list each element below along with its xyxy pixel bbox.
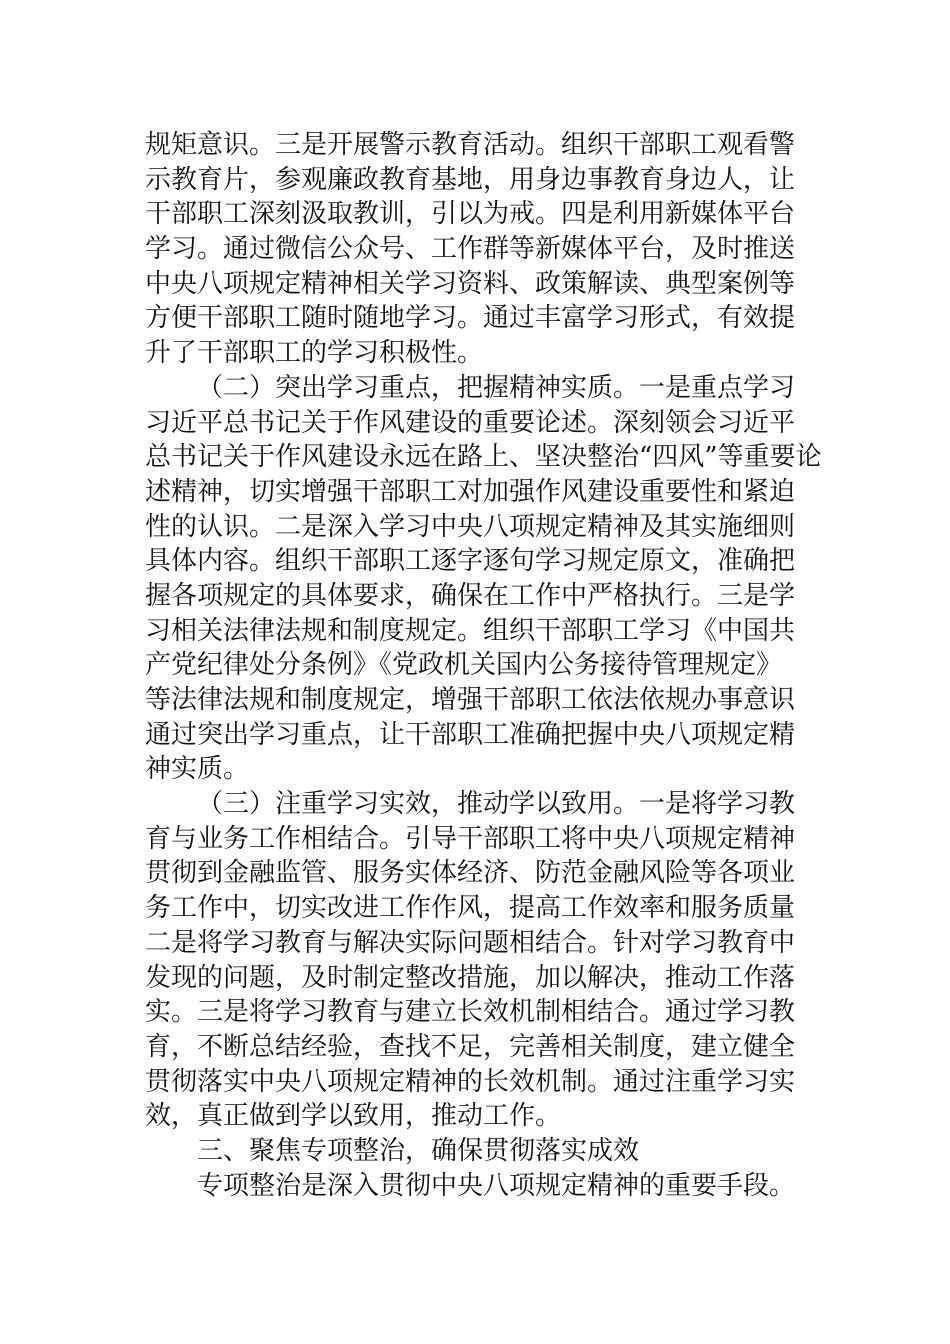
text-line: 性的认识。二是深入学习中央八项规定精神及其实施细则 [145,511,796,542]
text-line: 神实质。 [145,754,250,785]
text-line: 具体内容。组织干部职工逐字逐句学习规定原文，准确把 [145,546,796,577]
text-line: 育与业务工作相结合。引导干部职工将中央八项规定精神 [145,823,796,854]
section-heading-3: 三、聚焦专项整治，确保贯彻落实成效 [197,1135,640,1166]
text-line: 总书记关于作风建设永远在路上、坚决整治“四风”等重要论 [145,442,822,473]
text-line: 握各项规定的具体要求，确保在工作中严格执行。三是学 [145,580,796,611]
text-line: 产党纪律处分条例》《党政机关国内公务接待管理规定》 [145,650,783,681]
text-line: 示教育片，参观廉政教育基地，用身边事教育身边人，让 [145,164,796,195]
text-line: 规矩意识。三是开展警示教育活动。组织干部职工观看警 [145,130,796,160]
text-line: 升了干部职工的学习积极性。 [145,338,484,369]
text-line: 育，不断总结经验，查找不足，完善相关制度，建立健全 [145,1031,796,1062]
text-line: 专项整治是深入贯彻中央八项规定精神的重要手段。 [197,1170,796,1201]
text-line: 发现的问题，及时制定整改措施，加以解决，推动工作落 [145,962,796,993]
text-line: 中央八项规定精神相关学习资料、政策解读、典型案例等 [145,268,796,299]
text-line: 方便干部职工随时随地学习。通过丰富学习形式，有效提 [145,303,796,334]
text-line: 贯彻落实中央八项规定精神的长效机制。通过注重学习实 [145,1066,796,1097]
text-line: 通过突出学习重点，让干部职工准确把握中央八项规定精 [145,719,796,750]
text-line: 实。三是将学习教育与建立长效机制相结合。通过学习教 [145,997,796,1028]
text-line: 等法律法规和制度规定，增强干部职工依法依规办事意识 [145,685,796,715]
text-line: 习相关法律法规和制度规定。组织干部职工学习《中国共 [145,615,796,646]
text-line: 学习。通过微信公众号、工作群等新媒体平台，及时推送 [145,234,796,265]
paragraph-heading-3: （三）注重学习实效，推动学以致用。一是将学习教 [197,789,796,820]
text-line: 习近平总书记关于作风建设的重要论述。深刻领会习近平 [145,407,796,438]
text-line: 二是将学习教育与解决实际问题相结合。针对学习教育中 [145,927,796,958]
text-line: 述精神，切实增强干部职工对加强作风建设重要性和紧迫 [145,476,796,507]
text-line: 务工作中，切实改进工作作风，提高工作效率和服务质量 [145,893,796,924]
body-text [145,128,822,1203]
paragraph-heading-2: （二）突出学习重点，把握精神实质。一是重点学习 [197,372,796,403]
text-line: 贯彻到金融监管、服务实体经济、防范金融风险等各项业 [145,858,796,889]
text-line: 干部职工深刻汲取教训，引以为戒。四是利用新媒体平台 [145,199,796,230]
text-line: 效，真正做到学以致用，推动工作。 [145,1101,562,1132]
